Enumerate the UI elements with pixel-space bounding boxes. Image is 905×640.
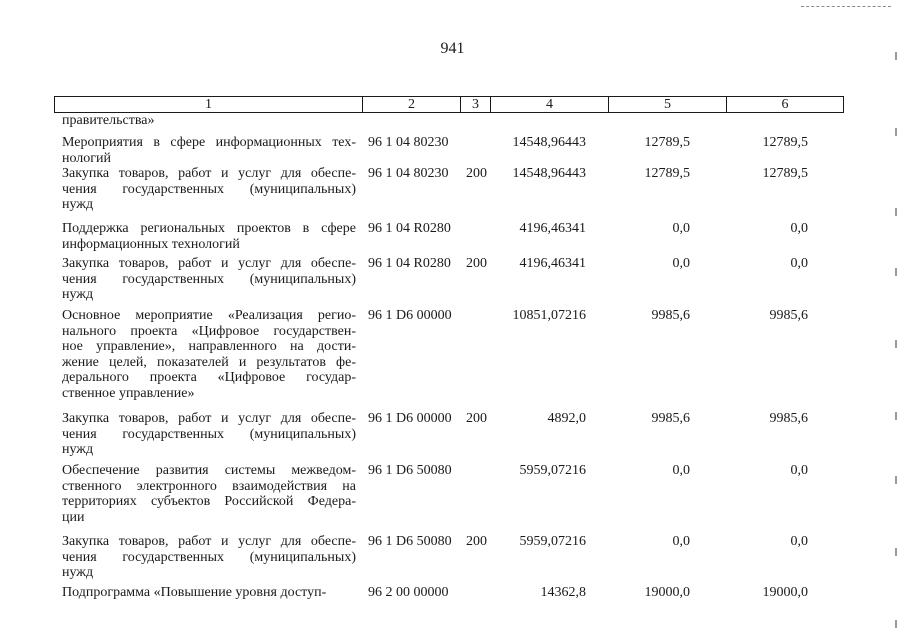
row-name-line: жение целей, показателей и результатов фе- xyxy=(62,354,356,370)
row-code: 96 1 04 80230 xyxy=(368,166,449,181)
row-name xyxy=(62,135,356,166)
row-code: 96 1 D6 00000 xyxy=(368,411,452,426)
row-expense-type: 200 xyxy=(466,534,487,549)
row-name-line: нужд xyxy=(62,287,94,302)
row-value-col5: 19000,0 xyxy=(644,585,690,600)
row-name-line: нужд xyxy=(62,442,94,457)
row-name xyxy=(62,221,356,252)
row-value-col4: 14548,96443 xyxy=(512,135,586,150)
row-value-col4: 4196,46341 xyxy=(519,256,586,271)
row-value-col6: 12789,5 xyxy=(762,166,808,181)
header-col-4: 4 xyxy=(490,97,608,112)
row-value-col5: 12789,5 xyxy=(644,166,690,181)
row-code: 96 1 D6 00000 xyxy=(368,308,452,323)
row-value-col4: 5959,07216 xyxy=(519,534,586,549)
row-name-line: Закупка товаров, работ и услуг для обеспе- xyxy=(62,411,356,426)
row-code: 96 1 04 80230 xyxy=(368,135,449,150)
row-name-line: нологий xyxy=(62,150,112,166)
row-value-col4: 14362,8 xyxy=(540,585,586,600)
row-name xyxy=(62,411,356,458)
row-name-line: чения государственных (муниципальных) xyxy=(62,549,356,565)
row-code: 96 1 D6 50080 xyxy=(368,534,452,549)
row-expense-type: 200 xyxy=(466,166,487,181)
row-value-col5: 0,0 xyxy=(672,534,690,549)
row-value-col5: 0,0 xyxy=(672,221,690,236)
row-name-line: чения государственных (муниципальных) xyxy=(62,426,356,442)
row-name-line: Закупка товаров, работ и услуг для обеспе- xyxy=(62,534,356,549)
row-value-col4: 5959,07216 xyxy=(519,463,586,478)
row-code: 96 1 04 R0280 xyxy=(368,256,451,271)
row-expense-type: 200 xyxy=(466,411,487,426)
table-header xyxy=(54,96,844,113)
header-col-6: 6 xyxy=(726,97,843,112)
row-name-line: Поддержка региональных проектов в сфере xyxy=(62,221,356,236)
header-col-5: 5 xyxy=(608,97,726,112)
row-value-col6: 12789,5 xyxy=(762,135,808,150)
row-name-line: ции xyxy=(62,509,85,525)
scan-edge-marks-top xyxy=(801,6,891,9)
row-value-col6: 9985,6 xyxy=(769,411,808,426)
row-name xyxy=(62,534,356,581)
row-value-col6: 0,0 xyxy=(790,534,808,549)
row-value-col4: 14548,96443 xyxy=(512,166,586,181)
row-name-line: Обеспечение развития системы межведом- xyxy=(62,463,356,478)
row-value-col6: 9985,6 xyxy=(769,308,808,323)
row-expense-type: 200 xyxy=(466,256,487,271)
row-value-col4: 4892,0 xyxy=(547,411,586,426)
page-number: 941 xyxy=(440,40,465,57)
row-name-line: Основное мероприятие «Реализация регио- xyxy=(62,308,356,323)
row-name-line: нужд xyxy=(62,197,94,212)
row-name xyxy=(62,256,356,303)
row-name-line: дерального проекта «Цифровое государ- xyxy=(62,370,356,385)
row-code: 96 2 00 00000 xyxy=(368,585,449,600)
row-name xyxy=(62,463,356,525)
row-value-col6: 19000,0 xyxy=(762,585,808,600)
row-value-col5: 0,0 xyxy=(672,256,690,271)
row-name xyxy=(62,113,356,129)
row-value-col6: 0,0 xyxy=(790,463,808,478)
row-name-line: ное управление», направленного на дости- xyxy=(62,339,356,354)
row-value-col5: 9985,6 xyxy=(651,411,690,426)
row-value-col4: 4196,46341 xyxy=(519,221,586,236)
row-name-line: Подпрограмма «Повышение уровня доступ- xyxy=(62,585,327,600)
row-name-line: территориях субъектов Российской Федера- xyxy=(62,494,356,509)
row-value-col5: 0,0 xyxy=(672,463,690,478)
row-name-line: нужд xyxy=(62,565,94,580)
row-value-col6: 0,0 xyxy=(790,221,808,236)
row-name-line: нального проекта «Цифровое государствен- xyxy=(62,323,356,339)
header-col-3: 3 xyxy=(460,97,490,112)
scan-edge-marks-right xyxy=(893,0,905,640)
row-value-col5: 9985,6 xyxy=(651,308,690,323)
row-code: 96 1 04 R0280 xyxy=(368,221,451,236)
row-name-line: Закупка товаров, работ и услуг для обеспе- xyxy=(62,166,356,181)
row-code: 96 1 D6 50080 xyxy=(368,463,452,478)
row-name-line: чения государственных (муниципальных) xyxy=(62,271,356,287)
row-value-col5: 12789,5 xyxy=(644,135,690,150)
row-name-line: Закупка товаров, работ и услуг для обеспе- xyxy=(62,256,356,271)
row-name-line: Мероприятия в сфере информационных тех- xyxy=(62,135,356,150)
row-name xyxy=(62,585,356,601)
header-col-1: 1 xyxy=(205,97,212,112)
row-value-col4: 10851,07216 xyxy=(512,308,586,323)
row-name xyxy=(62,308,356,401)
row-value-col6: 0,0 xyxy=(790,256,808,271)
row-name-line: правительства» xyxy=(62,113,155,128)
row-name-line: ственного электронного взаимодействия на xyxy=(62,478,356,494)
row-name-line: ственное управление» xyxy=(62,385,195,401)
row-name xyxy=(62,166,356,213)
header-col-2: 2 xyxy=(362,97,460,112)
row-name-line: чения государственных (муниципальных) xyxy=(62,181,356,197)
row-name-line: информационных технологий xyxy=(62,236,240,252)
